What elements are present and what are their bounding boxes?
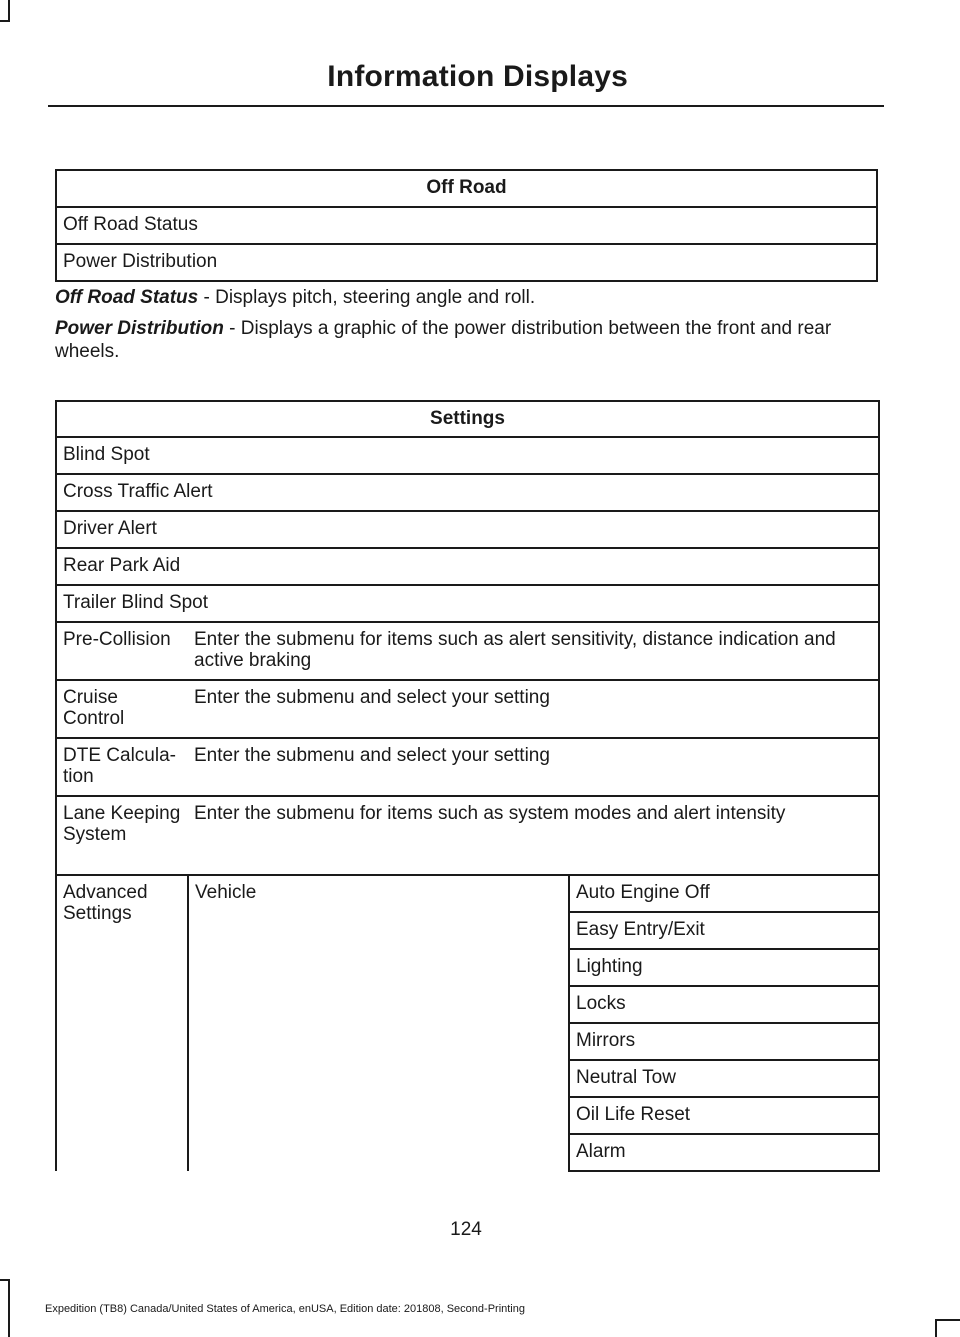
settings-table [55, 400, 880, 1172]
advanced-item: Easy Entry/Exit [569, 912, 879, 949]
header-rule [48, 105, 884, 107]
table-row: Off Road Status [56, 207, 877, 244]
description-text: - Displays a graphic of the power distribution between the front and rear wheels. [55, 318, 832, 362]
advanced-item: Lighting [569, 949, 879, 986]
advanced-item: Neutral Tow [569, 1060, 879, 1097]
description-text: - Displays pitch, steering angle and roll. [198, 287, 536, 308]
description-paragraph [55, 286, 880, 309]
crop-mark [935, 1319, 960, 1321]
table-row: Blind Spot [56, 437, 879, 474]
table-row: Driver Alert [56, 511, 879, 548]
setting-description: Enter the submenu and select your setting [188, 680, 879, 738]
advanced-item: Oil Life Reset [569, 1097, 879, 1134]
description-term: Power Distribution [55, 318, 224, 339]
advanced-item: Mirrors [569, 1023, 879, 1060]
table-row: Cross Traffic Alert [56, 474, 879, 511]
off-road-table [55, 169, 878, 282]
advanced-item: Auto Engine Off [569, 875, 879, 912]
advanced-item: Locks [569, 986, 879, 1023]
description-term: Off Road Status [55, 287, 199, 308]
page-number: 124 [450, 1219, 482, 1240]
crop-mark [0, 20, 10, 22]
page-title: Information Displays [327, 60, 628, 93]
footer-text: Expedition (TB8) Canada/United States of America, enUSA, Edition date: 201808, Second-Printing [44, 1303, 525, 1315]
crop-mark [935, 1319, 937, 1337]
table-heading: Settings [56, 401, 879, 437]
table-row: Power Distribution [56, 244, 877, 281]
description-paragraph [55, 317, 880, 363]
setting-description: Enter the submenu for items such as alert sensitivity, distance indication and active braking [188, 622, 879, 680]
advanced-item: Alarm [569, 1134, 879, 1171]
crop-mark [0, 1279, 10, 1281]
table-heading: Off Road [56, 170, 877, 207]
setting-description: Enter the submenu for items such as system modes and alert intensity [188, 796, 879, 875]
setting-label: Lane Keeping System [56, 796, 188, 875]
table-row: Rear Park Aid [56, 548, 879, 585]
setting-label: DTE Calcula-tion [56, 738, 188, 796]
advanced-category: Vehicle [188, 875, 569, 1171]
setting-description: Enter the submenu and select your setting [188, 738, 879, 796]
table-row: Trailer Blind Spot [56, 585, 879, 622]
setting-label: Pre-Collision [56, 622, 188, 680]
advanced-settings-label: Advanced Settings [56, 875, 188, 1171]
crop-mark [8, 0, 10, 20]
setting-label: Cruise Control [56, 680, 188, 738]
